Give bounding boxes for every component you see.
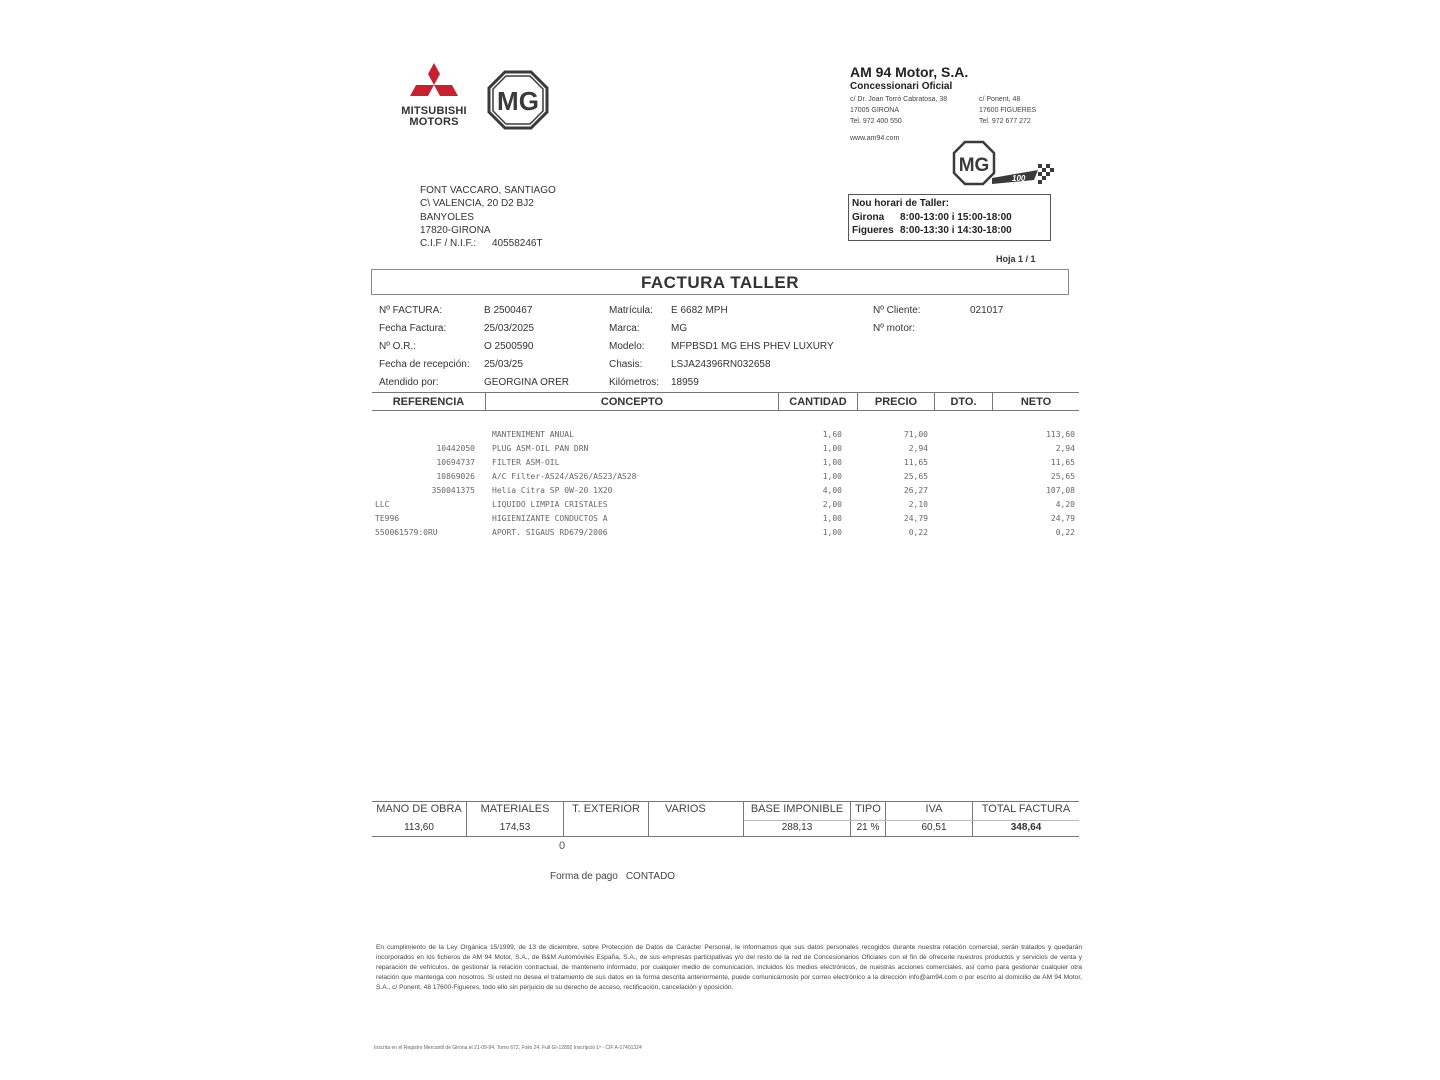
document-title: FACTURA TALLER: [371, 269, 1069, 295]
item-quantity: 1,00: [822, 528, 842, 537]
item-ref-left: 550061579:0RU: [375, 528, 438, 537]
km-label: Kilómetros:: [609, 377, 660, 388]
item-quantity: 2,00: [822, 500, 842, 509]
totals-table: [372, 801, 1079, 837]
item-price: 2,10: [908, 500, 928, 509]
col-discount: DTO.: [950, 396, 977, 408]
mitsubishi-diamonds-icon: [403, 62, 465, 106]
chassis-label: Chasis:: [609, 359, 643, 370]
grand-total-label: TOTAL FACTURA: [981, 803, 1071, 815]
item-concept: APORT. SIGAUS RD679/2006: [492, 528, 608, 537]
item-reference: 10442050: [436, 444, 475, 453]
client-number-label: Nº Cliente:: [873, 305, 921, 316]
schedule-figueres-label: Figueres: [852, 225, 894, 236]
customer-address: [420, 184, 556, 250]
item-ref-left: TE996: [375, 514, 400, 523]
item-reference: 10869026: [436, 472, 475, 481]
dealer-girona-city: 17005 GIRONA: [850, 107, 900, 114]
items-table-header: [372, 392, 1079, 411]
dealer-girona-address: c/ Dr. Joan Torró Cabratosa, 38: [850, 96, 948, 103]
base-value: 288,13: [781, 822, 813, 833]
dealer-figueres-city: 17600 FIGUERES: [979, 107, 1037, 114]
km-value: 18959: [671, 377, 699, 388]
item-concept: FILTER ASM-OIL: [492, 458, 560, 467]
item-net: 107,08: [1046, 486, 1075, 495]
invoice-number-label: Nº FACTURA:: [379, 305, 443, 316]
item-net: 25,65: [1050, 472, 1075, 481]
item-price: 26,27: [903, 486, 928, 495]
schedule-girona-hours: 8:00-13:00 i 15:00-18:00: [900, 211, 1012, 223]
labor-value: 113,60: [404, 822, 434, 833]
vat-value: 60,51: [921, 822, 947, 833]
labor-cell: [372, 802, 466, 837]
item-price: 25,65: [903, 472, 928, 481]
item-ref-left: LLC: [375, 500, 390, 509]
materials-label: MATERIALES: [480, 803, 550, 815]
col-quantity: CANTIDAD: [789, 396, 847, 408]
chassis-number: LSJA24396RN032658: [671, 359, 771, 370]
workshop-schedule-box: [848, 194, 1051, 241]
rate-value: 21 %: [856, 822, 880, 833]
plate-number: E 6682 MPH: [671, 305, 728, 316]
mitsubishi-brand-line1: MITSUBISHI: [401, 105, 467, 117]
item-net: 2,94: [1055, 444, 1075, 453]
customer-town: BANYOLES: [420, 211, 474, 223]
dealer-figueres-block: [979, 94, 1036, 127]
col-concept: CONCEPTO: [600, 396, 664, 408]
item-quantity: 1,00: [822, 444, 842, 453]
vehicle-model: MFPBSD1 MG EHS PHEV LUXURY: [671, 341, 834, 352]
item-quantity: 4,00: [822, 486, 842, 495]
schedule-figueres-hours: 8:00-13:30 i 14:30-18:00: [900, 225, 1012, 236]
model-label: Modelo:: [609, 341, 645, 352]
invoice-number: B 2500467: [484, 305, 533, 316]
dealer-info: [850, 64, 1070, 142]
item-net: 0,22: [1055, 528, 1075, 537]
plate-label: Matrícula:: [609, 305, 653, 316]
item-reference: 10694737: [436, 458, 475, 467]
item-concept: Helia Citra SP 0W-20 1X20: [492, 486, 613, 495]
dealer-girona-block: [850, 94, 979, 127]
item-net: 24,79: [1050, 514, 1075, 523]
item-quantity: 1,00: [822, 514, 842, 523]
item-price: 24,79: [903, 514, 928, 523]
dealer-figueres-phone: Tel. 972 677 272: [979, 118, 1031, 125]
grand-total-value: 348,64: [1010, 822, 1042, 833]
dealer-figueres-address: c/ Ponent, 48: [979, 96, 1021, 103]
item-net: 4,20: [1055, 500, 1075, 509]
item-concept: HIGIENIZANTE CONDUCTOS A: [492, 514, 608, 523]
item-net: 113,60: [1046, 430, 1075, 439]
reception-date: 25/03/25: [484, 359, 523, 370]
mg-100-logo: [952, 140, 1056, 193]
item-concept: LIQUIDO LIMPIA CRISTALES: [492, 500, 608, 509]
mg100-logo-text: MG: [958, 155, 990, 176]
registry-footer: Inscrita en el Registro Mercantil de Girona el 21-09-94, Tomo 672, Folio 24, Full GI-12892 Inscripció 1ª - CIF A-17401324: [374, 1045, 642, 1051]
item-quantity: 1,00: [822, 458, 842, 467]
invoice-date-label: Fecha Factura:: [379, 323, 447, 334]
col-price: PRECIO: [874, 396, 918, 408]
schedule-title: Nou horari de Taller:: [852, 198, 950, 209]
labor-label: MANO DE OBRA: [376, 803, 462, 815]
mg-logo: [487, 70, 549, 135]
vehicle-brand: MG: [671, 323, 688, 334]
item-price: 2,94: [908, 444, 928, 453]
item-net: 11,65: [1050, 458, 1075, 467]
item-quantity: 1,00: [822, 472, 842, 481]
customer-street: C\ VALENCIA, 20 D2 BJ2: [420, 198, 534, 210]
reception-date-label: Fecha de recepción:: [379, 359, 470, 370]
mg-logo-text: MG: [497, 86, 539, 116]
payment-method: [550, 871, 675, 882]
customer-name: FONT VACCARO, SANTIAGO: [420, 185, 556, 196]
external-label: T. EXTERIOR: [572, 803, 640, 815]
various-label: VARIOS: [665, 803, 706, 815]
item-price: 0,22: [908, 528, 928, 537]
col-reference: REFERENCIA: [392, 396, 465, 408]
dealer-name: AM 94 Motor, S.A.: [850, 64, 969, 80]
mitsubishi-brand-line2: MOTORS: [409, 116, 459, 128]
item-concept: A/C Filter-AS24/AS26/AS23/AS28: [492, 472, 637, 481]
dealer-girona-phone: Tel. 972 400 550: [850, 118, 902, 125]
misc-mark: 0: [559, 840, 566, 852]
client-number: 021017: [970, 305, 1004, 316]
item-reference: 350041375: [431, 486, 475, 495]
brand-label: Marca:: [609, 323, 640, 334]
customer-postal: 17820-GIRONA: [420, 224, 491, 236]
engine-number-label: Nº motor:: [873, 323, 915, 334]
page-number: Hoja 1 / 1: [996, 254, 1036, 264]
item-concept: PLUG ASM-OIL PAN DRN: [492, 444, 589, 453]
invoice-date: 25/03/2025: [484, 323, 535, 334]
mitsubishi-logo: [394, 62, 474, 128]
item-price: 11,65: [903, 458, 928, 467]
various-cell: [649, 802, 743, 837]
mg100-number: 100: [1012, 174, 1026, 183]
payment-label: Forma de pago: [550, 871, 618, 882]
payment-value: CONTADO: [625, 871, 676, 882]
dealer-website: www.am94.com: [850, 135, 900, 142]
attended-by: GEORGINA ORER: [484, 377, 570, 388]
repair-order-label: Nº O.R.:: [379, 341, 416, 352]
schedule-girona-label: Girona: [852, 211, 885, 223]
materials-cell: [467, 802, 563, 837]
attended-by-label: Atendido por:: [379, 377, 439, 388]
col-net: NETO: [1020, 396, 1052, 408]
totals-inner-line: [744, 820, 1079, 821]
dealer-subtitle: Concessionari Oficial: [850, 81, 953, 92]
customer-nif-row: [420, 237, 556, 250]
rate-label: TIPO: [855, 803, 881, 815]
repair-order-number: O 2500590: [484, 341, 534, 352]
external-cell: [564, 802, 648, 837]
item-concept: MANTENIMENT ANUAL: [492, 430, 574, 439]
materials-value: 174,53: [499, 822, 531, 833]
customer-nif-label: C.I.F / N.I.F.:: [420, 238, 477, 250]
item-quantity: 1,60: [822, 430, 842, 439]
vat-label: IVA: [925, 803, 943, 815]
legal-notice: En cumplimiento de la Ley Orgánica 15/1999, de 13 de diciembre, sobre Protección de Datos de Carácter Personal, le informamos que sus datos personales recogidos durante nuestra relación comercial, serán tratados y quedarán incorporados en los ficheros de AM 94 Motor, S.A., de B&M Automóviles España, S.A., de sus empresas participativas y/o del resto de la red de Concesionarios Oficiales con el fin de ofrecerle nuestros productos y servicios de venta y reparación de vehículos, de gestionar la relación contractual, de mantenerlo informado, por cualquier medio de comunicación, incluidos los medios electrónicos, de nuestras acciones comerciales, así como para gestionar cualquier otra relación que mantenga con nosotros. Si usted no desea el tratamiento de sus datos en la forma descrita anteriormente, puede comunicárnoslo por correo electrónico a la dirección info@am94.com o por escrito al domicilio de AM 94 Motor, S.A., c/ Ponent, 48 17600-Figueres, todo ello sin perjuicio de su derecho de acceso, rectificación, cancelación y oposición.: [376, 944, 1082, 991]
customer-nif-value: 40558246T: [492, 238, 543, 250]
item-price: 71,00: [903, 430, 928, 439]
base-label: BASE IMPONIBLE: [750, 803, 844, 815]
